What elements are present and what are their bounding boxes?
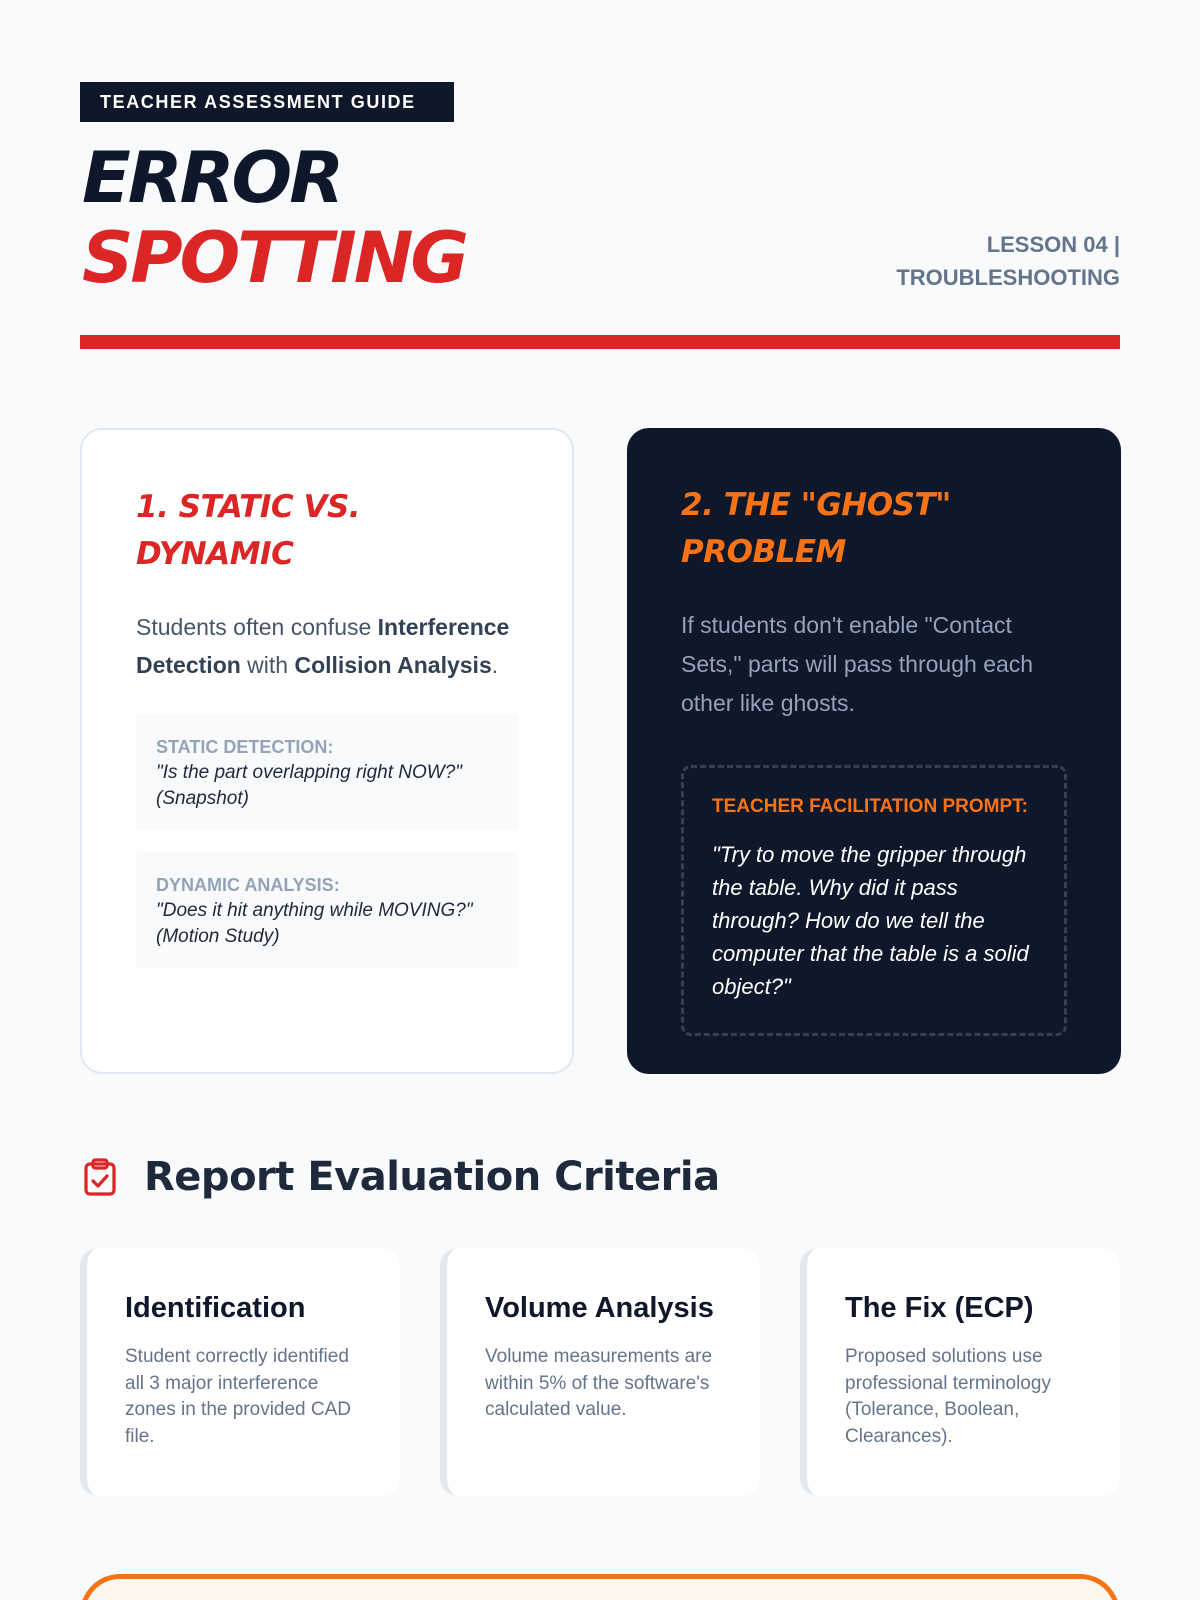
criteria-title: Report Evaluation Criteria	[144, 1154, 720, 1200]
dynamic-analysis-note	[136, 852, 518, 968]
criteria-card-desc: Student correctly identified all 3 major interference zones in the provided CAD file.	[125, 1346, 352, 1447]
lesson-number: LESSON 04 |	[986, 232, 1120, 257]
card-intro	[136, 608, 518, 684]
criteria-section-heading	[80, 1154, 720, 1200]
lesson-label	[860, 228, 1120, 294]
title-line-2: SPOTTING	[82, 217, 466, 299]
ghost-problem-card	[627, 428, 1121, 1074]
static-detection-note	[136, 714, 518, 830]
intro-text-3: .	[491, 652, 499, 678]
header-divider	[80, 335, 1120, 349]
card-heading: 2. THE "GHOST" PROBLEM	[681, 487, 951, 570]
note-label: DYNAMIC ANALYSIS:	[156, 875, 340, 895]
intro-text-1: Students often confuse	[136, 614, 378, 640]
intro-text-2: with	[240, 652, 295, 678]
card-heading: 1. STATIC VS. DYNAMIC	[136, 489, 361, 572]
criteria-card-the-fix	[800, 1248, 1120, 1496]
note-text: "Is the part overlapping right NOW?" (Snapshot)	[156, 762, 463, 809]
criteria-card-volume-analysis	[440, 1248, 760, 1496]
card-intro: If students don't enable "Contact Sets," parts will pass through each other like ghosts.	[681, 612, 1034, 716]
note-label: STATIC DETECTION:	[156, 737, 334, 757]
static-vs-dynamic-card	[80, 428, 574, 1074]
prompt-label: TEACHER FACILITATION PROMPT:	[712, 796, 1028, 817]
facilitation-prompt	[681, 765, 1067, 1036]
intro-term-interference: Interference Detection	[136, 614, 510, 678]
criteria-card-desc: Volume measurements are within 5% of the software's calculated value.	[485, 1346, 713, 1420]
lesson-topic: TROUBLESHOOTING	[896, 265, 1120, 290]
prompt-text: "Try to move the gripper through the table. Why did it pass through? How do we tell the computer that the table is a solid object?"	[712, 842, 1029, 999]
note-text: "Does it hit anything while MOVING?" (Motion Study)	[156, 900, 473, 947]
title-line-1: ERROR	[82, 137, 342, 219]
intro-term-collision: Collision Analysis	[294, 652, 492, 678]
clipboard-check-icon	[80, 1157, 120, 1197]
criteria-card-title: The Fix (ECP)	[845, 1292, 1034, 1324]
bottom-callout	[80, 1574, 1120, 1600]
criteria-card-title: Identification	[125, 1292, 306, 1324]
criteria-card-title: Volume Analysis	[485, 1292, 714, 1324]
page-title	[82, 138, 466, 298]
criteria-card-identification	[80, 1248, 400, 1496]
guide-badge: TEACHER ASSESSMENT GUIDE	[80, 82, 454, 122]
criteria-card-desc: Proposed solutions use professional terminology (Tolerance, Boolean, Clearances).	[845, 1346, 1051, 1447]
